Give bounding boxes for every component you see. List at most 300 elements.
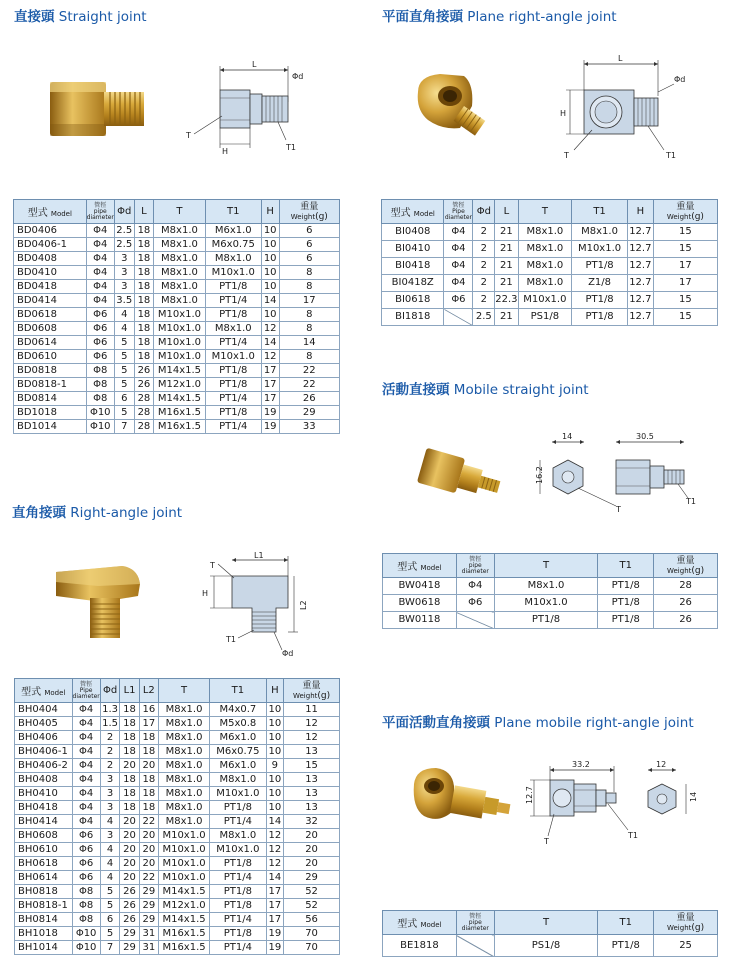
spec-cell: 26 [654,595,718,612]
spec-cell: M10x1.0 [572,241,628,258]
col-l: L [134,200,154,224]
spec-cell: 70 [284,927,340,941]
plane-right-dim-t: T [564,151,569,160]
spec-cell: Φ4 [86,238,114,252]
spec-cell: 5 [114,406,134,420]
spec-cell: 12.7 [627,241,653,258]
table-row [15,801,340,815]
spec-cell: 18 [120,787,139,801]
spec-cell: 15 [653,241,717,258]
spec-cell: 21 [495,275,518,292]
spec-cell: Z1/8 [572,275,628,292]
col-weight: 重量 Weight(g) [654,554,718,578]
table-row [14,266,340,280]
spec-cell: Φ6 [444,292,473,309]
spec-cell: Φ6 [86,308,114,322]
spec-cell: M6x1.0 [210,731,266,745]
spec-cell: M12x1.0 [154,378,205,392]
spec-cell: M14x1.5 [154,392,205,406]
model-cell: BI0408 [382,224,444,241]
spec-cell: 18 [120,745,139,759]
table-row [15,913,340,927]
spec-cell: 10 [266,773,284,787]
spec-cell: M8x1.0 [158,801,209,815]
col-h: H [261,200,279,224]
table-row [14,308,340,322]
spec-cell: M8x1.0 [158,717,209,731]
col-h: H [266,679,284,703]
col-model: 型式 Model [383,911,457,935]
spec-cell: 20 [139,857,158,871]
table-row [15,787,340,801]
spec-cell: M10x1.0 [210,843,266,857]
spec-cell [456,612,494,629]
col-l: L [495,200,518,224]
spec-cell: 5 [114,336,134,350]
spec-cell: 20 [284,857,340,871]
spec-cell: 2.5 [116,238,133,250]
spec-cell: Φ4 [456,578,494,595]
spec-cell: PT1/8 [572,292,628,309]
model-cell: BD0610 [14,350,87,364]
spec-cell: 2 [473,258,495,275]
col-t: T [518,200,572,224]
table-row [15,871,340,885]
spec-cell: 18 [139,801,158,815]
spec-cell: PT1/4 [205,420,261,434]
spec-cell: Φ4 [444,241,473,258]
spec-cell: M10x1.0 [154,350,205,364]
spec-cell: 18 [120,801,139,815]
spec-cell: 29 [139,885,158,899]
spec-cell: 10 [266,745,284,759]
spec-cell: Φ8 [86,392,114,406]
spec-cell: 16 [139,703,158,717]
spec-cell: 18 [139,773,158,787]
spec-cell: 22 [139,871,158,885]
spec-cell: 21 [495,241,518,258]
col-t1: T1 [598,554,654,578]
right-angle-table [14,678,340,955]
spec-cell: 4 [100,843,120,857]
col-model: 型式 Model [383,554,457,578]
table-row [15,703,340,717]
spec-cell: M10x1.0 [158,857,209,871]
spec-cell: 26 [279,392,339,406]
spec-cell: PT1/8 [210,927,266,941]
spec-cell: 13 [284,773,340,787]
plane-mobile-dim-len: 33.2 [572,760,590,769]
spec-cell: 12 [261,322,279,336]
mobile-straight-dim-w: 14 [562,432,573,441]
spec-cell: 10 [261,252,279,266]
spec-cell: 22 [279,364,339,378]
plane-mobile-dim-h: 12.7 [525,786,534,804]
table-row [382,275,718,292]
plane-right-angle-drawing [552,54,712,162]
table-row [383,578,718,595]
spec-cell: Φ8 [72,913,100,927]
spec-cell: 25 [654,935,718,957]
spec-cell: 18 [134,238,154,252]
spec-cell: 19 [261,420,279,434]
table-row [14,420,340,434]
table-row [15,773,340,787]
spec-cell: 19 [261,406,279,420]
spec-cell: 12 [266,843,284,857]
model-cell: BH1014 [15,941,73,955]
straight-dim-l: L [252,60,257,69]
spec-cell: Φ4 [72,731,100,745]
spec-cell: 31 [139,941,158,955]
spec-cell: M10x1.0 [518,292,572,309]
spec-cell: 12 [284,717,340,731]
spec-cell: 20 [139,759,158,773]
spec-cell: 3 [100,773,120,787]
spec-cell: M8x1.0 [518,241,572,258]
spec-cell: 33 [279,420,339,434]
col-model: 型式 Model [15,679,73,703]
col-t: T [154,200,205,224]
table-row [15,843,340,857]
spec-cell: 26 [120,913,139,927]
spec-cell: 15 [653,224,717,241]
mobile-straight-drawing [528,430,708,518]
spec-cell: 1.5 [102,717,119,729]
spec-cell: 6 [100,913,120,927]
table-row [15,731,340,745]
table-row [382,241,718,258]
spec-cell: 5 [114,350,134,364]
spec-cell: 10 [261,266,279,280]
spec-cell: 17 [261,392,279,406]
model-cell: BH0405 [15,717,73,731]
spec-cell: 1.3 [102,703,119,715]
plane-right-dim-l: L [618,54,623,63]
table-row [14,336,340,350]
spec-cell: 2 [473,292,495,309]
spec-cell: 13 [284,745,340,759]
right-angle-dim-h: H [202,589,209,598]
spec-cell: M10x1.0 [205,266,261,280]
spec-cell: 17 [653,275,717,292]
table-row [15,829,340,843]
table-row [383,612,718,629]
table-row [14,224,340,238]
spec-cell: M16x1.5 [158,941,209,955]
model-cell: BI0418Z [382,275,444,292]
spec-cell: Φ8 [86,378,114,392]
model-cell: BI0618 [382,292,444,309]
spec-cell: M10x1.0 [158,871,209,885]
spec-cell: 22.3 [495,292,518,309]
spec-cell: 17 [653,258,717,275]
spec-cell: 4 [114,322,134,336]
spec-cell: 29 [279,406,339,420]
spec-cell: PT1/4 [210,871,266,885]
table-row [382,309,718,326]
col-od: Φd [114,200,134,224]
straight-joint-title: 直接頭 Straight joint [14,9,147,25]
table-row [382,224,718,241]
col-weight: 重量 Weight(g) [654,911,718,935]
spec-cell [456,935,494,957]
spec-cell: 2 [100,731,120,745]
spec-cell: 12 [284,731,340,745]
model-cell: BD0818-1 [14,378,87,392]
spec-cell: Φ4 [86,280,114,294]
spec-cell: 7 [114,420,134,434]
straight-joint-table [13,199,340,434]
spec-cell: 15 [653,309,717,326]
plane-right-angle-photo [412,70,498,142]
spec-cell: 4 [100,871,120,885]
spec-cell: M5x0.8 [210,717,266,731]
spec-cell: 26 [654,612,718,629]
plane-mobile-dim-t: T [544,837,549,846]
spec-cell: Φ4 [86,266,114,280]
spec-cell: 4 [114,308,134,322]
model-cell: BE1818 [383,935,457,957]
spec-cell: 17 [261,378,279,392]
table-row [15,927,340,941]
right-angle-dim-od: Φd [282,649,294,658]
spec-cell: 6 [279,224,339,238]
spec-cell: PT1/8 [210,801,266,815]
spec-cell: M10x1.0 [154,336,205,350]
col-t: T [158,679,209,703]
spec-cell: 13 [284,787,340,801]
spec-cell: PT1/8 [494,612,598,629]
spec-cell: 18 [134,252,154,266]
spec-cell: 28 [134,420,154,434]
spec-cell: 29 [120,927,139,941]
spec-cell: 3.5 [116,294,133,306]
spec-cell: 4 [100,815,120,829]
spec-cell: 8 [279,280,339,294]
mobile-straight-photo [414,446,506,508]
col-pipe: 管徑 Pipe diameter [72,679,100,703]
model-cell: BD0406 [14,224,87,238]
spec-cell: Φ10 [86,406,114,420]
spec-cell: 3 [100,829,120,843]
spec-cell: M8x1.0 [158,815,209,829]
right-angle-title: 直角接頭 Right-angle joint [12,505,183,521]
plane-mobile-dim-w: 12 [656,760,667,769]
spec-cell: 15 [653,292,717,309]
model-cell: BH0406-1 [15,745,73,759]
spec-cell: PT1/8 [210,899,266,913]
model-cell: BH0818-1 [15,899,73,913]
spec-cell: 2 [473,224,495,241]
spec-cell: Φ4 [72,745,100,759]
right-angle-drawing [196,548,346,660]
spec-cell: M6x1.0 [205,224,261,238]
table-row [382,292,718,309]
spec-cell: Φ6 [86,350,114,364]
table-row [14,238,340,252]
col-l1: L1 [120,679,139,703]
col-od: Φd [100,679,120,703]
spec-cell: 56 [284,913,340,927]
spec-cell: M8x1.0 [154,238,205,252]
spec-cell: 10 [266,717,284,731]
spec-cell: M10x1.0 [210,787,266,801]
spec-cell: 6 [114,392,134,406]
spec-cell: Φ4 [72,815,100,829]
plane-right-dim-t1: T1 [666,151,676,160]
spec-cell: Φ4 [444,275,473,292]
spec-cell: 18 [134,294,154,308]
straight-joint-photo [44,78,154,140]
table-row [15,899,340,913]
spec-cell: M16x1.5 [154,420,205,434]
plane-mobile-drawing [520,758,710,848]
spec-cell: 28 [134,392,154,406]
spec-cell: 20 [120,857,139,871]
spec-cell: 18 [134,224,154,238]
spec-cell: 10 [266,801,284,815]
spec-cell: 14 [266,871,284,885]
spec-cell: Φ6 [72,843,100,857]
spec-cell: M10x1.0 [158,843,209,857]
table-row [14,350,340,364]
col-pipe: 管徑 pipe diameter [86,200,114,224]
spec-cell: 10 [266,703,284,717]
spec-cell: 52 [284,899,340,913]
col-weight: 重量 Weight(g) [284,679,340,703]
spec-cell: PT1/8 [210,857,266,871]
right-angle-photo [52,562,148,642]
spec-cell: 19 [266,941,284,955]
spec-cell: M8x1.0 [154,280,205,294]
spec-cell: M10x1.0 [205,350,261,364]
right-angle-dim-l1: L1 [254,551,264,560]
spec-cell: Φ6 [72,871,100,885]
spec-cell: Φ4 [72,703,100,717]
table-row [383,595,718,612]
spec-cell: 20 [120,759,139,773]
spec-cell: M8x1.0 [518,224,572,241]
spec-cell: 26 [120,899,139,913]
mobile-straight-dim-t: T [616,505,621,514]
spec-cell: Φ4 [72,801,100,815]
spec-cell: 18 [134,322,154,336]
col-model: 型式 Model [14,200,87,224]
col-t: T [494,554,598,578]
spec-cell: 52 [284,885,340,899]
spec-cell: 17 [261,364,279,378]
plane-mobile-photo [410,764,514,834]
spec-cell: 12.7 [627,258,653,275]
col-pipe: 管徑 pipe diameter [456,554,494,578]
spec-cell: PT1/8 [572,258,628,275]
table-row [14,322,340,336]
spec-cell: M8x1.0 [158,759,209,773]
spec-cell: 32 [284,815,340,829]
spec-cell: 26 [134,364,154,378]
spec-cell: M10x1.0 [158,829,209,843]
right-angle-dim-t: T [210,561,215,570]
mobile-straight-table [382,553,718,629]
spec-cell: 18 [120,731,139,745]
spec-cell: 17 [139,717,158,731]
spec-cell: 9 [266,759,284,773]
spec-cell: M8x1.0 [210,829,266,843]
spec-cell: 26 [134,378,154,392]
model-cell: BH0818 [15,885,73,899]
table-row [15,857,340,871]
spec-cell: 2 [100,759,120,773]
spec-cell: 22 [139,815,158,829]
spec-cell: M8x1.0 [158,745,209,759]
spec-cell: M6x0.75 [210,745,266,759]
spec-cell: 18 [134,266,154,280]
model-cell: BD1018 [14,406,87,420]
col-t1: T1 [598,911,654,935]
spec-cell: PT1/8 [598,935,654,957]
model-cell: BI1818 [382,309,444,326]
spec-cell: 20 [139,843,158,857]
model-cell: BD0408 [14,252,87,266]
col-pipe: 管徑 Pipe diameter [444,200,473,224]
spec-cell: 12.7 [627,309,653,326]
model-cell: BH1018 [15,927,73,941]
spec-cell: M14x1.5 [158,885,209,899]
model-cell: BH0404 [15,703,73,717]
plane-mobile-title: 平面活動直角接頭 Plane mobile right-angle joint [382,715,694,731]
spec-cell: 14 [261,336,279,350]
mobile-straight-title: 活動直接頭 Mobile straight joint [382,382,589,398]
spec-cell: 12 [261,350,279,364]
spec-cell: 14 [266,815,284,829]
spec-cell: 12 [266,857,284,871]
model-cell: BH0414 [15,815,73,829]
spec-cell: Φ4 [72,787,100,801]
spec-cell: 17 [266,899,284,913]
spec-cell: 3 [114,280,134,294]
col-weight: 重量 Weight(g) [279,200,339,224]
table-row [15,759,340,773]
spec-cell: M8x1.0 [158,731,209,745]
spec-cell: 8 [279,322,339,336]
spec-cell: M8x1.0 [205,322,261,336]
model-cell: BW0418 [383,578,457,595]
table-row [14,378,340,392]
spec-cell: PT1/4 [210,913,266,927]
model-cell: BD0618 [14,308,87,322]
spec-cell: 3 [100,787,120,801]
spec-cell: PT1/8 [205,364,261,378]
spec-cell: 8 [279,266,339,280]
model-cell: BW0118 [383,612,457,629]
spec-cell: M16x1.5 [154,406,205,420]
spec-cell: 22 [279,378,339,392]
spec-cell: Φ4 [444,224,473,241]
spec-cell: M8x1.0 [518,275,572,292]
model-cell: BH0814 [15,913,73,927]
spec-cell: 10 [261,308,279,322]
spec-cell: PT1/8 [598,578,654,595]
spec-cell: M8x1.0 [158,787,209,801]
spec-cell: 20 [139,829,158,843]
col-model: 型式 Model [382,200,444,224]
spec-cell: 29 [284,871,340,885]
spec-cell: M8x1.0 [210,773,266,787]
spec-cell: M8x1.0 [154,252,205,266]
spec-cell: M8x1.0 [158,773,209,787]
spec-cell: Φ6 [86,336,114,350]
